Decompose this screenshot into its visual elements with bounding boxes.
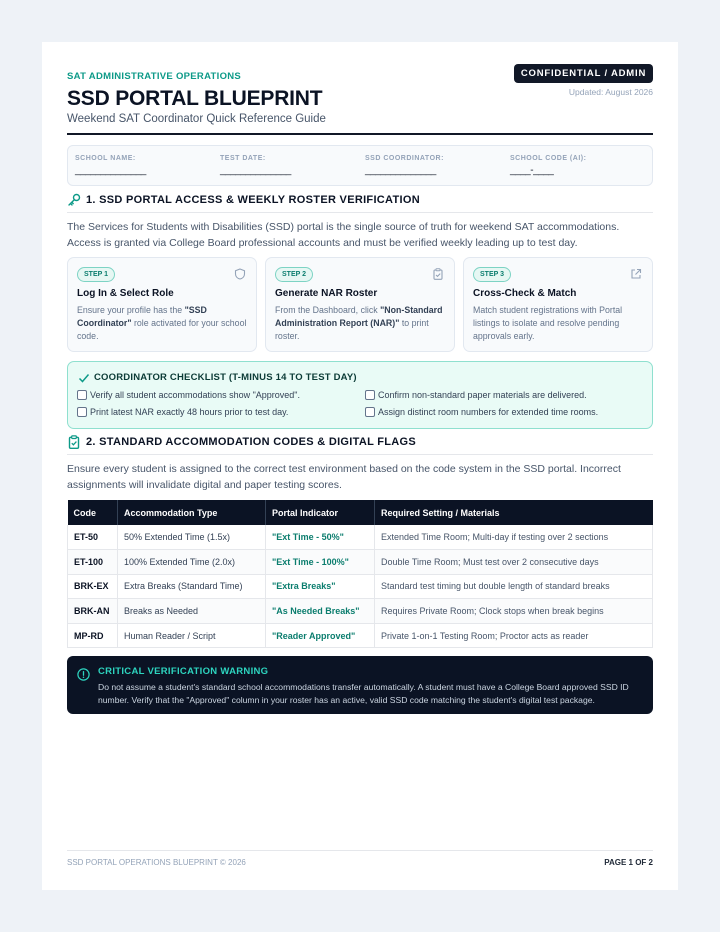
- alert-circle-icon: [77, 668, 90, 681]
- setting-cell: Double Time Room; Must test over 2 consecutive days: [375, 550, 653, 575]
- type-cell: Breaks as Needed: [118, 599, 266, 624]
- field-value: ______________: [220, 165, 291, 176]
- indicator-cell: "As Needed Breaks": [266, 599, 375, 624]
- table-row: [68, 525, 653, 550]
- field-label: TEST DATE:: [220, 155, 266, 162]
- type-cell: Human Reader / Script: [118, 623, 266, 648]
- step-body: [77, 304, 249, 343]
- document-page: [42, 42, 678, 890]
- checkbox[interactable]: [77, 407, 87, 417]
- type-cell: 100% Extended Time (2.0x): [118, 550, 266, 575]
- type-cell: Extra Breaks (Standard Time): [118, 574, 266, 599]
- checklist-item[interactable]: [365, 407, 598, 417]
- field-label: SCHOOL CODE (AI):: [510, 155, 587, 162]
- field-value: ____-____: [510, 165, 554, 176]
- page-number: PAGE 1 OF 2: [604, 858, 653, 867]
- footer-divider: [67, 850, 653, 851]
- coordinator-checklist: [67, 361, 653, 429]
- checklist-item-label: Confirm non-standard paper materials are delivered.: [378, 390, 587, 400]
- warning-title: CRITICAL VERIFICATION WARNING: [98, 666, 269, 677]
- step-badge: STEP 1: [77, 267, 115, 282]
- setting-cell: Requires Private Room; Clock stops when break begins: [375, 599, 653, 624]
- step-body-text: Ensure your profile has the: [77, 305, 185, 315]
- step-badge: STEP 2: [275, 267, 313, 282]
- field-label: SCHOOL NAME:: [75, 155, 136, 162]
- step-card-3: [463, 257, 653, 352]
- key-icon: [67, 193, 81, 207]
- footer-copyright: SSD PORTAL OPERATIONS BLUEPRINT © 2026: [67, 858, 246, 867]
- confidential-badge: CONFIDENTIAL / ADMIN: [514, 64, 653, 83]
- school-name-field[interactable]: [75, 155, 146, 176]
- shield-icon: [234, 268, 246, 280]
- indicator-cell: "Extra Breaks": [266, 574, 375, 599]
- school-code-field[interactable]: [510, 155, 586, 176]
- column-header: Code: [68, 500, 118, 525]
- header-divider: [67, 133, 653, 135]
- setting-cell: Extended Time Room; Multi-day if testing over 2 sections: [375, 525, 653, 550]
- step-body-text: to print roster.: [275, 318, 429, 341]
- ssd-coordinator-field[interactable]: [365, 155, 444, 176]
- setting-cell: Private 1-on-1 Testing Room; Proctor acts as reader: [375, 623, 653, 648]
- field-label: SSD COORDINATOR:: [365, 155, 444, 162]
- step-title: Cross-Check & Match: [473, 288, 577, 299]
- section-1-title: 1. SSD PORTAL ACCESS & WEEKLY ROSTER VERIFICATION: [86, 194, 420, 206]
- checklist-item-label: Verify all student accommodations show "Approved".: [90, 390, 300, 400]
- code-cell: ET-50: [68, 525, 118, 550]
- clipboard-icon: [67, 435, 81, 449]
- indicator-cell: "Reader Approved": [266, 623, 375, 648]
- checklist-title: COORDINATOR CHECKLIST (T-MINUS 14 TO TEST DAY): [94, 372, 357, 383]
- step-body: [473, 304, 645, 343]
- code-cell: MP-RD: [68, 623, 118, 648]
- section-2-header: [67, 435, 653, 455]
- code-cell: BRK-AN: [68, 599, 118, 624]
- setting-cell: Standard test timing but double length of standard breaks: [375, 574, 653, 599]
- checkbox[interactable]: [365, 390, 375, 400]
- checkbox[interactable]: [365, 407, 375, 417]
- step-body-bold: "SSD Coordinator": [77, 305, 207, 328]
- clipboard-check-icon: [432, 268, 444, 280]
- checkbox[interactable]: [77, 390, 87, 400]
- page-subtitle: Weekend SAT Coordinator Quick Reference Guide: [67, 113, 326, 125]
- section-2-title: 2. STANDARD ACCOMMODATION CODES & DIGITAL FLAGS: [86, 436, 417, 448]
- step-title: Log In & Select Role: [77, 288, 174, 299]
- table-row: [68, 623, 653, 648]
- meta-fields-box: [67, 145, 653, 186]
- section-1-header: [67, 193, 653, 213]
- table-row: [68, 574, 653, 599]
- field-value: ______________: [365, 165, 436, 176]
- step-badge: STEP 3: [473, 267, 511, 282]
- column-header: Required Setting / Materials: [375, 500, 653, 525]
- step-body-text: role activated for your school code.: [77, 318, 247, 341]
- step-body: [275, 304, 447, 343]
- step-body-text: Match student registrations with Portal listings to isolate and resolve pending approvals early.: [473, 305, 623, 341]
- step-card-2: [265, 257, 455, 352]
- checklist-item[interactable]: [77, 390, 300, 400]
- column-header: Accommodation Type: [118, 500, 266, 525]
- indicator-cell: "Ext Time - 100%": [266, 550, 375, 575]
- table-header-row: [68, 500, 653, 525]
- external-link-icon: [630, 268, 642, 280]
- column-header: Portal Indicator: [266, 500, 375, 525]
- step-body-bold: "Non-Standard Administration Report (NAR)": [275, 305, 443, 328]
- section-1-intro: The Services for Students with Disabilities (SSD) portal is the single source of truth for weekend SAT accommodations. Access is granted via College Board professional accounts and must be verified weekly leading up to test day.: [67, 221, 620, 249]
- indicator-cell: "Ext Time - 50%": [266, 525, 375, 550]
- accommodation-codes-table: [67, 500, 653, 648]
- type-cell: 50% Extended Time (1.5x): [118, 525, 266, 550]
- checklist-item-label: Assign distinct room numbers for extended time rooms.: [378, 407, 599, 417]
- checklist-item[interactable]: [77, 407, 288, 417]
- checklist-item-label: Print latest NAR exactly 48 hours prior to test day.: [90, 407, 289, 417]
- table-row: [68, 599, 653, 624]
- step-card-1: [67, 257, 257, 352]
- table-row: [68, 550, 653, 575]
- eyebrow-label: SAT ADMINISTRATIVE OPERATIONS: [67, 71, 242, 82]
- step-body-text: From the Dashboard, click: [275, 305, 381, 315]
- page-title: SSD PORTAL BLUEPRINT: [67, 87, 323, 110]
- warning-body: Do not assume a student's standard school accommodations transfer automatically. A student must have a College Board approved SSD ID number. Verify that the "Approved" column in your roster has an active, valid SSD code matching the student's digital test package.: [98, 682, 629, 705]
- critical-warning-box: [67, 656, 653, 714]
- section-2-intro: Ensure every student is assigned to the correct test environment based on the code system in the SSD portal. Incorrect assignments will invalidate digital and paper testing scores.: [67, 463, 621, 491]
- step-title: Generate NAR Roster: [275, 288, 378, 299]
- updated-date: Updated: August 2026: [568, 87, 653, 97]
- checklist-item[interactable]: [365, 390, 587, 400]
- checkmark-icon: [78, 372, 90, 384]
- test-date-field[interactable]: [220, 155, 291, 176]
- field-value: ______________: [75, 165, 146, 176]
- code-cell: BRK-EX: [68, 574, 118, 599]
- code-cell: ET-100: [68, 550, 118, 575]
